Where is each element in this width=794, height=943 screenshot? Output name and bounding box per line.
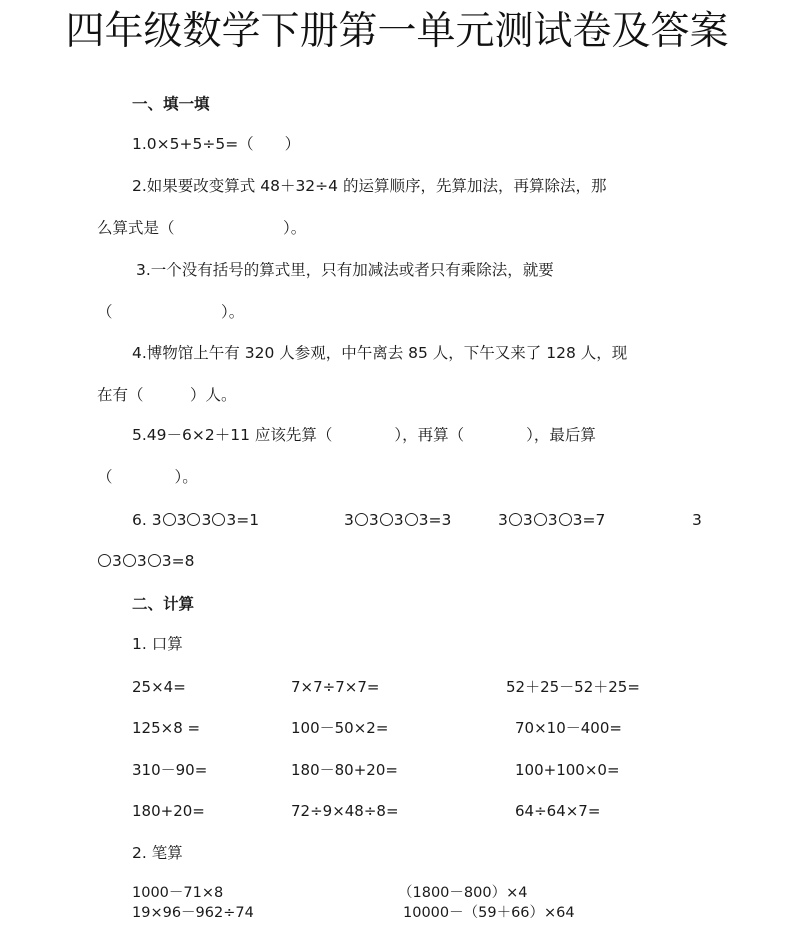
digit: 3 <box>368 511 379 529</box>
oral-item: 52＋25－52＋25= <box>506 678 640 696</box>
question-2-line-2: 么算式是（ ）。 <box>97 219 307 237</box>
blank-circle <box>380 513 393 526</box>
blank-circle <box>212 513 225 526</box>
blank-circle <box>355 513 368 526</box>
digit: 3 <box>112 552 122 570</box>
question-6-eq-4-lead: 3 <box>692 511 702 529</box>
oral-item: 72÷9×48÷8= <box>291 802 399 820</box>
digit: 3 <box>136 552 147 570</box>
question-6-prefix: 6. <box>132 511 152 529</box>
result: =1 <box>236 511 260 529</box>
digit: 3 <box>226 511 237 529</box>
digit: 3 <box>522 511 533 529</box>
oral-item: 180－80+20= <box>291 761 398 779</box>
oral-item: 25×4= <box>132 678 186 696</box>
written-item: 10000－（59＋66）×64 <box>403 905 575 921</box>
digit: 3 <box>498 511 508 529</box>
written-item: （1800－800）×4 <box>398 885 528 901</box>
oral-item: 64÷64×7= <box>515 802 601 820</box>
written-item: 1000－71×8 <box>132 885 224 901</box>
blank-circle <box>509 513 522 526</box>
section-heading-calculation: 二、计算 <box>132 595 195 613</box>
blank-circle <box>98 554 111 567</box>
digit: 3 <box>418 511 429 529</box>
question-3-line-2: （ ）。 <box>97 303 245 321</box>
digit: 3 <box>393 511 404 529</box>
oral-item: 100+100×0= <box>515 761 620 779</box>
blank-circle <box>148 554 161 567</box>
question-6-eq-2 <box>344 510 451 530</box>
question-5-line-1: 5.49－6×2＋11 应该先算（ ），再算（ ），最后算 <box>132 426 596 444</box>
question-2-line-1: 2.如果要改变算式 48＋32÷4 的运算顺序，先算加法，再算除法，那 <box>132 177 607 195</box>
question-4-line-2: 在有（ ）人。 <box>97 386 237 404</box>
oral-item: 180+20= <box>132 802 205 820</box>
digit: 3 <box>201 511 212 529</box>
digit: 3 <box>161 552 172 570</box>
digit: 3 <box>176 511 187 529</box>
blank-circle <box>123 554 136 567</box>
sub-heading-oral: 1. 口算 <box>132 635 183 653</box>
digit: 3 <box>151 511 162 529</box>
question-6-eq-3 <box>498 510 605 530</box>
digit: 3 <box>547 511 558 529</box>
blank-circle <box>187 513 200 526</box>
oral-item: 310－90= <box>132 761 208 779</box>
oral-item: 7×7÷7×7= <box>291 678 380 696</box>
blank-circle <box>163 513 176 526</box>
question-6-eq-4 <box>97 551 194 571</box>
result: =3 <box>428 511 452 529</box>
section-heading-fill-in: 一、填一填 <box>132 95 210 113</box>
result: =8 <box>171 552 195 570</box>
digit: 3 <box>572 511 583 529</box>
oral-item: 70×10－400= <box>515 719 622 737</box>
digit: 3 <box>344 511 354 529</box>
written-item: 19×96－962÷74 <box>132 905 254 921</box>
question-5-line-2: （ ）。 <box>97 468 198 486</box>
page-title: 四年级数学下册第一单元测试卷及答案 <box>65 9 729 54</box>
oral-item: 125×8 = <box>132 719 201 737</box>
result: =7 <box>582 511 606 529</box>
question-4-line-1: 4.博物馆上午有 320 人参观，中午离去 85 人，下午又来了 128 人，现 <box>132 344 628 362</box>
question-3-line-1: 3.一个没有括号的算式里，只有加减法或者只有乘除法，就要 <box>136 261 554 279</box>
sub-heading-written: 2. 笔算 <box>132 844 183 862</box>
question-1: 1.0×5+5÷5=（ ） <box>132 135 301 153</box>
blank-circle <box>534 513 547 526</box>
oral-item: 100－50×2= <box>291 719 389 737</box>
question-6-eq-1 <box>132 510 259 530</box>
blank-circle <box>559 513 572 526</box>
blank-circle <box>405 513 418 526</box>
